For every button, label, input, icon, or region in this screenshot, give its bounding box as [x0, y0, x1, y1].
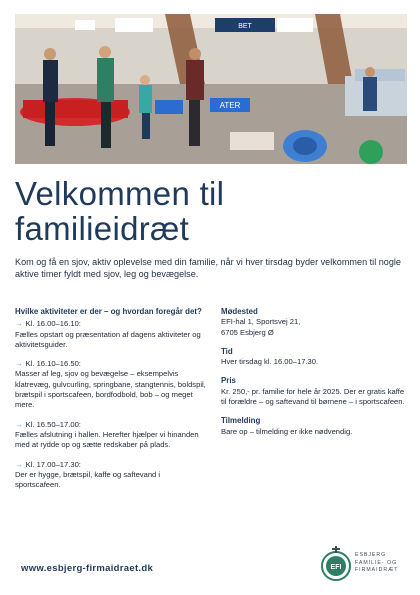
logo-abbr: EFI	[330, 564, 342, 571]
arrow-icon: →	[15, 319, 23, 329]
activity-block	[15, 319, 207, 350]
gym-scene-photo	[15, 14, 407, 164]
activity-block	[15, 460, 207, 491]
activity-time: Kl. 17.00–17.30:	[25, 459, 81, 469]
activities-heading: Hvilke aktiviteter er der – og hvordan foregår det?	[15, 307, 202, 316]
signup-text: Bare op – tilmelding er ikke nødvendig.	[221, 426, 353, 436]
activity-text: Masser af leg, sjov og bevægelse – eksempelvis klatrevæg, gulvcurling, springbane, stangtennis, boldspil, brætspil i sportscafeen, bordfodbold, bob – og meget mere.	[15, 369, 206, 410]
price-block	[221, 376, 409, 407]
activity-time: Kl. 16.00–16.10:	[25, 319, 81, 329]
activity-text: Der er hygge, brætspil, kaffe og saftevand i sportscafeen.	[15, 469, 161, 490]
info-column	[221, 307, 409, 446]
activity-block	[15, 359, 207, 410]
activity-time: Kl. 16.10–16.50:	[25, 359, 81, 369]
activity-time: Kl. 16.50–17.00:	[25, 419, 81, 429]
signup-heading: Tilmelding	[221, 416, 261, 426]
efi-emblem-icon	[320, 546, 352, 582]
meeting-heading: Mødested	[221, 307, 258, 316]
signup-block	[221, 416, 409, 437]
activities-column	[15, 307, 207, 499]
activity-text: Fælles afslutning i hallen. Herefter hjælper vi hinanden med at rydde op og sætte redskaber på plads.	[15, 429, 199, 450]
page-title	[15, 176, 224, 246]
meeting-block	[221, 307, 409, 338]
activity-block	[15, 420, 207, 451]
intro-paragraph: Kom og få en sjov, aktiv oplevelse med din familie, når vi hver tirsdag byder velkommen til nogle aktive timer fyldt med sjov, leg og bevægelse.	[15, 257, 401, 280]
gym-scene-illustration	[15, 14, 407, 164]
banner-text: BET	[238, 23, 252, 30]
arrow-icon: →	[15, 459, 23, 469]
floor-sign-text: ATER	[219, 101, 241, 110]
meeting-line: EFI-hal 1, Sportsvej 21,	[221, 317, 301, 327]
time-block	[221, 347, 409, 368]
time-text: Hver tirsdag kl. 16.00–17.30.	[221, 357, 319, 367]
arrow-icon: →	[15, 359, 23, 369]
price-heading: Pris	[221, 376, 236, 386]
price-text: Kr. 250,- pr. familie for hele år 2025. Der er gratis kaffe til forældre – og saftevand til børnene – i sportscafeen.	[221, 386, 405, 407]
title-line-1: Velkommen til	[15, 175, 225, 212]
website-link[interactable]: www.esbjerg-firmaidraet.dk	[21, 563, 154, 574]
title-line-2: familieidræt	[15, 210, 190, 247]
arrow-icon: →	[15, 419, 23, 429]
efi-logo	[320, 546, 420, 586]
activity-text: Fælles opstart og præsentation af dagens aktiviteter og aktivitetsguider.	[15, 329, 201, 349]
meeting-line: 6705 Esbjerg Ø	[221, 327, 274, 337]
time-heading: Tid	[221, 346, 233, 356]
logo-wordmark: ESBJERG FAMILIE- OG FIRMAIDRÆT	[355, 552, 399, 573]
